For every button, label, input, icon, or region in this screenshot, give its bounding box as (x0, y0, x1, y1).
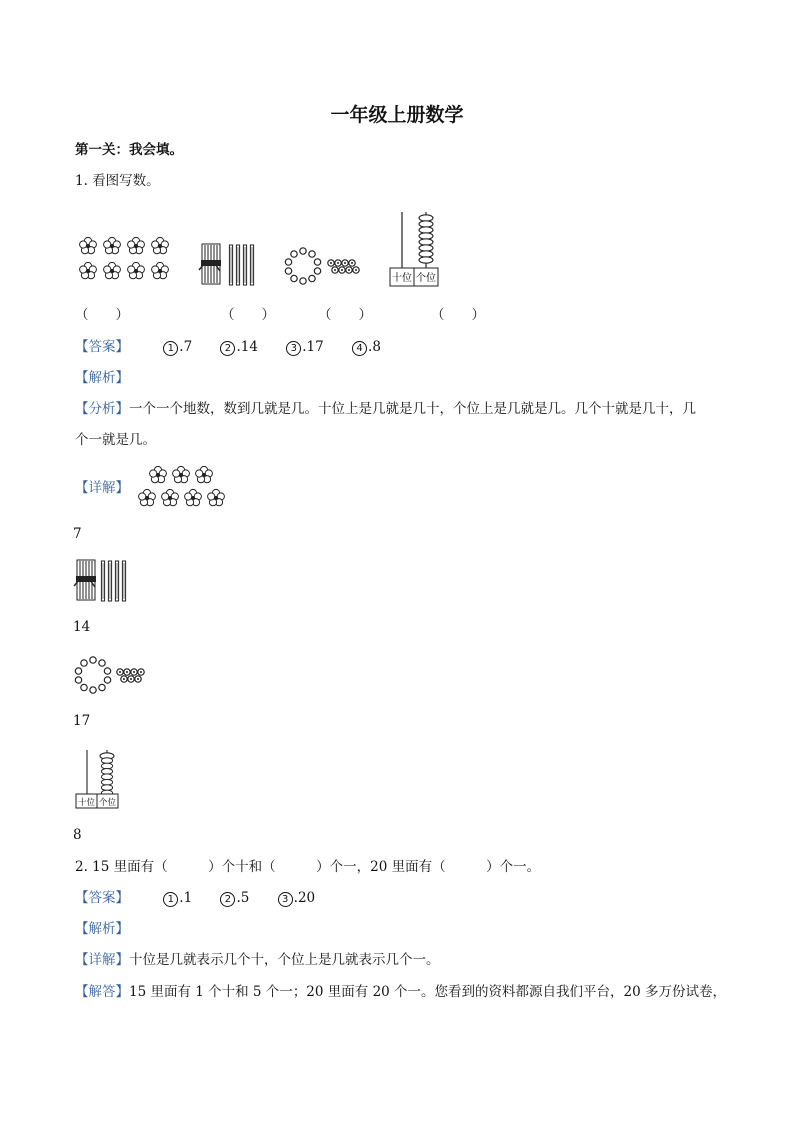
fenxi-line-1 (75, 399, 696, 419)
detail-value-3: 17 (73, 713, 91, 729)
circle-number-1: 1 (163, 341, 178, 356)
answer-item (220, 337, 257, 357)
answer-tag: 【答案】 (75, 339, 129, 355)
detail-abacus-picture (75, 748, 125, 812)
detail-abacus-tens-label: 十位 (77, 798, 96, 808)
answer-value: .1 (179, 890, 193, 906)
answer-value: .5 (236, 890, 250, 906)
answer-line-1 (75, 337, 405, 357)
answer-value: .8 (368, 339, 381, 355)
answer-item (220, 888, 249, 908)
detail-line-2 (75, 950, 440, 970)
answer-value: .20 (293, 890, 316, 906)
abacus-ones-label: 个位 (416, 273, 436, 284)
page-title: 一年级上册数学 (330, 104, 464, 126)
answer-blank-4[interactable]: （ ） (431, 307, 485, 323)
answer-item (352, 337, 381, 357)
answer-value: .14 (236, 339, 258, 355)
circle-number-4: 4 (352, 341, 367, 356)
abacus-picture (388, 210, 448, 290)
answer-blank-2[interactable]: （ ） (221, 307, 275, 323)
analysis-tag-2: 【解析】 (75, 921, 129, 937)
abacus-tens-label: 十位 (392, 273, 412, 284)
circle-number-3: 3 (278, 892, 293, 907)
answer-item (163, 888, 192, 908)
detail-flowers-picture (137, 464, 227, 510)
detail-text-2: 十位是几就表示几个十，个位上是几就表示几个一。 (129, 952, 440, 968)
answer-blank-1[interactable]: （ ） (75, 307, 129, 323)
fenxi-tag: 【分析】 (75, 401, 129, 417)
circle-number-3: 3 (286, 341, 301, 356)
detail-tag-2: 【详解】 (75, 952, 129, 968)
detail-tag: 【详解】 (75, 480, 129, 496)
beads-picture (283, 245, 363, 289)
answer-value: .7 (179, 339, 193, 355)
detail-value-4: 8 (73, 827, 82, 843)
solve-text: 15 里面有 1 个十和 5 个一；20 里面有 20 个一。您看到的资料都源自我们平台，20 多万份试卷， (129, 984, 727, 1000)
sticks-picture (197, 242, 267, 286)
answer-item (278, 888, 315, 908)
answer-item (286, 337, 323, 357)
fenxi-text-1: 一个一个地数，数到几就是几。十位上是几就是几十，个位上是几就是几。几个十就是几十，几 (129, 401, 696, 417)
answer-blank-3[interactable]: （ ） (318, 307, 372, 323)
solve-line (75, 982, 726, 1002)
answer-tag: 【答案】 (75, 890, 129, 906)
detail-beads-picture (75, 654, 155, 698)
answer-item (163, 337, 192, 357)
question-1-stem: 1. 看图写数。 (75, 173, 160, 189)
question-2-stem: 2. 15 里面有（ ）个十和（ ）个一，20 里面有（ ）个一。 (75, 859, 541, 875)
fenxi-text-2: 个一就是几。 (75, 432, 156, 448)
analysis-tag: 【解析】 (75, 370, 129, 386)
answer-value: .17 (302, 339, 324, 355)
circle-number-1: 1 (163, 892, 178, 907)
circle-number-2: 2 (220, 341, 235, 356)
answer-line-2 (75, 888, 339, 908)
detail-value-1: 7 (73, 526, 82, 542)
circle-number-2: 2 (220, 892, 235, 907)
flowers-picture (75, 235, 175, 287)
detail-sticks-picture (75, 558, 135, 602)
section-heading: 第一关：我会填。 (75, 142, 183, 158)
solve-tag: 【解答】 (75, 984, 129, 1000)
detail-value-2: 14 (73, 619, 91, 635)
detail-abacus-ones-label: 个位 (98, 798, 117, 808)
